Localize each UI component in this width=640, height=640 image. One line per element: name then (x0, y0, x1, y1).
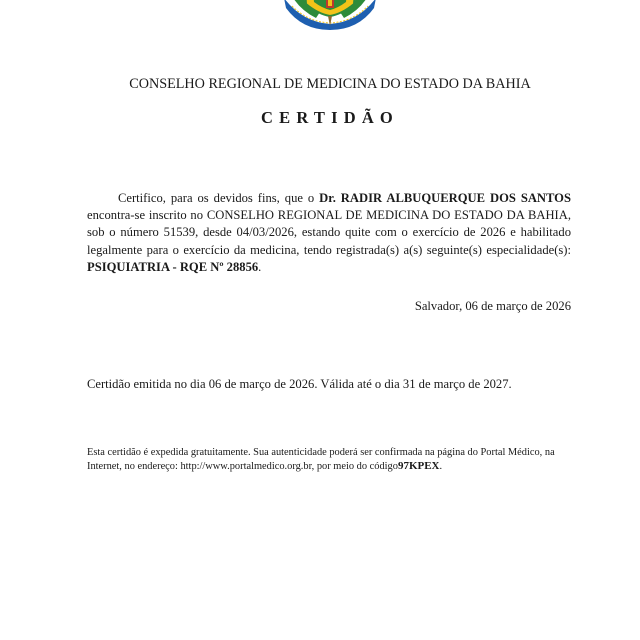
authenticity-note (87, 446, 577, 474)
certificate-intro: Certifico, para os devidos fins, que o (118, 191, 320, 205)
place-date: Salvador, 06 de março de 2026 (414, 299, 571, 313)
registration-number: 51539 (163, 225, 196, 240)
emission-validity: Certidão emitida no dia 06 de março de 2026. Válida até o dia 31 de março de 2027. (87, 377, 512, 391)
organization-title: CONSELHO REGIONAL DE MEDICINA DO ESTADO DA BAHIA (129, 76, 531, 92)
exercise-year: 2026 (480, 225, 506, 240)
certificate-text: e habilitado legalmente para o exercício da medicina, tendo registrada(s) a(s) seguinte(s) especialidade(s): (87, 225, 571, 257)
document-title: CERTIDÃO (261, 108, 399, 127)
authenticity-text-end: . (439, 460, 443, 472)
specialty: PSIQUIATRIA - RQE Nº 28856 (87, 259, 259, 274)
certificate-text: encontra-se inscrito no CONSELHO REGIONAL DE MEDICINA DO ESTADO DA BAHIA, sob o número (87, 208, 571, 240)
certificate-body (87, 190, 571, 276)
doctor-name: Dr. RADIR ALBUQUERQUE DOS SANTOS (319, 191, 571, 205)
registration-date: 04/03/2026 (236, 225, 294, 240)
certificate-text: , desde (195, 225, 237, 240)
authenticity-text: Esta certidão é expedida gratuitamente. Sua autenticidade poderá ser confirmada na página do Portal Médico, na Internet, no endereço: http://www.portalmedico.org.br, por meio do código (87, 447, 555, 472)
certificate-text: , estando quite com o exercício de (293, 225, 481, 240)
coat-of-arms-icon (282, 0, 378, 30)
verification-code: 97KPEX (397, 459, 440, 472)
certificate-text: . (258, 259, 262, 274)
